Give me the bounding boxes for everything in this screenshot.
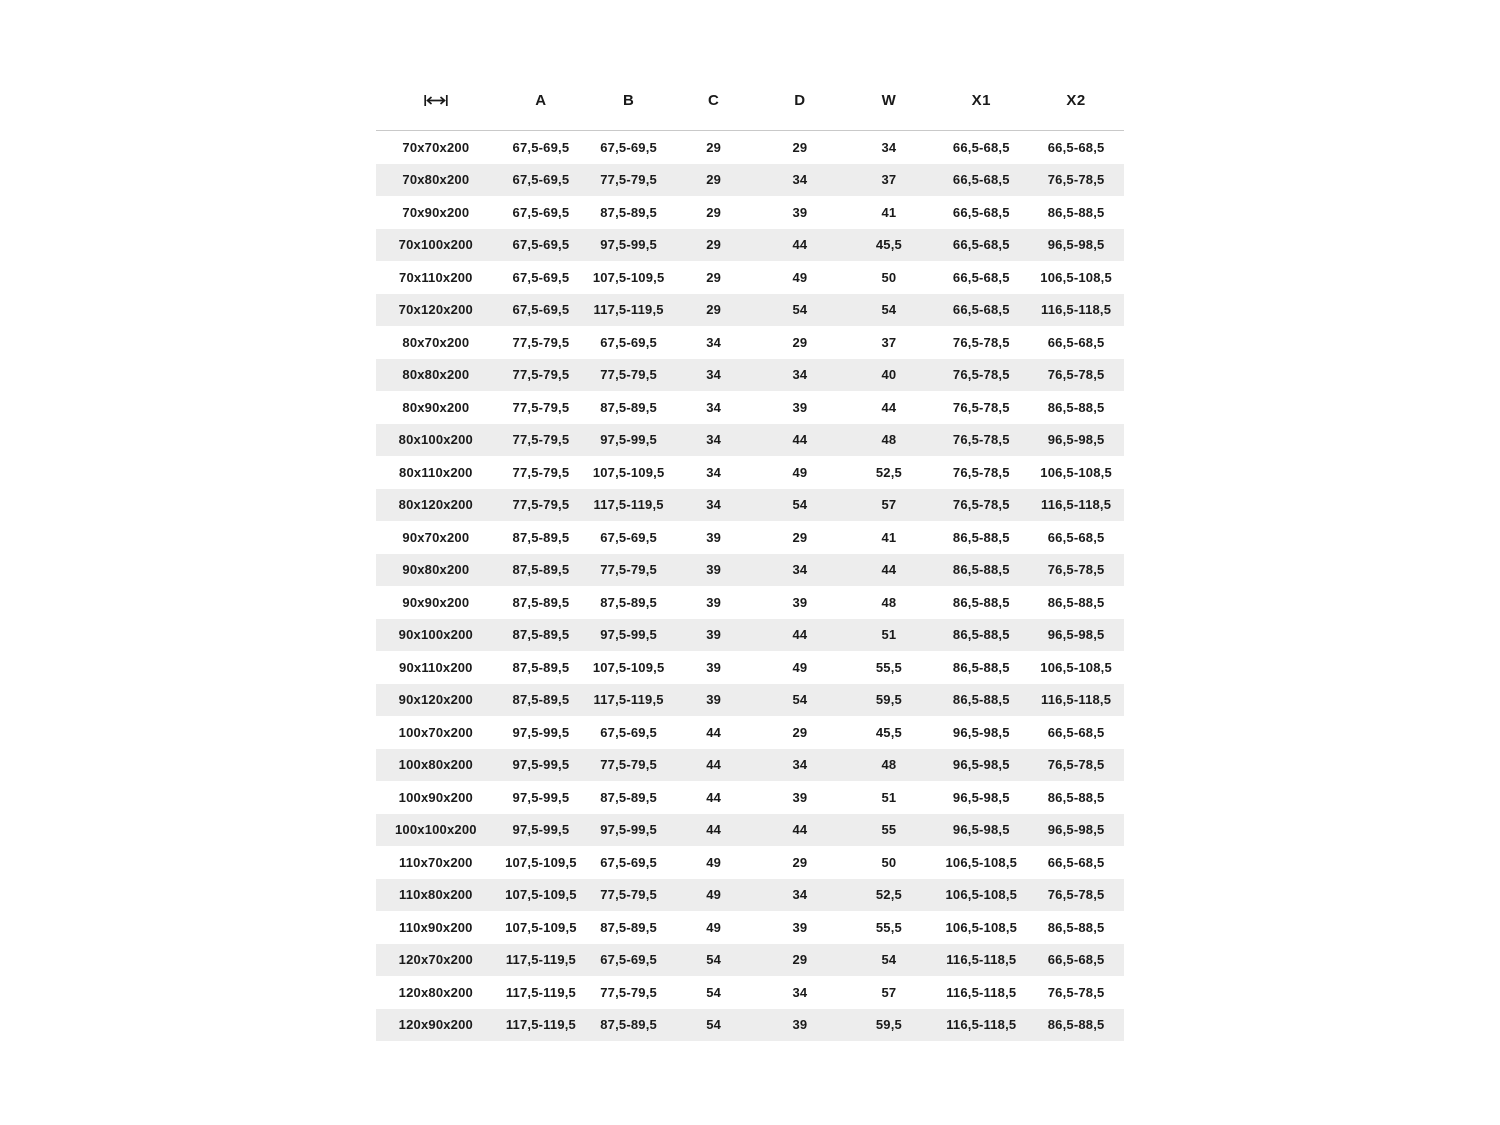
cell-A: 67,5-69,5	[512, 269, 570, 285]
cell-size: 120x70x200	[398, 952, 473, 968]
cell-C: 54	[706, 1017, 722, 1033]
cell-size: 100x70x200	[398, 724, 473, 740]
cell-W: 54	[881, 952, 897, 968]
cell-X1: 76,5-78,5	[952, 399, 1010, 415]
cell-C: 29	[706, 302, 722, 318]
cell-D: 39	[792, 1017, 808, 1033]
cell-A: 117,5-119,5	[505, 984, 576, 1000]
cell-A: 87,5-89,5	[512, 594, 570, 610]
cell-B: 67,5-69,5	[600, 529, 657, 545]
cell-B: 97,5-99,5	[600, 432, 657, 448]
table-body	[376, 131, 1124, 1042]
table-row	[376, 326, 1124, 359]
cell-size: 90x70x200	[402, 529, 470, 545]
cell-D: 29	[792, 139, 808, 155]
cell-D: 54	[792, 497, 808, 513]
table-row	[376, 196, 1124, 229]
cell-A: 97,5-99,5	[512, 724, 570, 740]
cell-B: 87,5-89,5	[600, 399, 657, 415]
cell-D: 29	[792, 854, 808, 870]
cell-W: 44	[881, 562, 897, 578]
cell-A: 97,5-99,5	[512, 822, 570, 838]
cell-D: 34	[792, 367, 808, 383]
cell-X2: 66,5-68,5	[1047, 724, 1105, 740]
cell-X2: 106,5-108,5	[1040, 269, 1112, 285]
cell-W: 44	[881, 399, 897, 415]
cell-B: 97,5-99,5	[600, 237, 657, 253]
cell-A: 117,5-119,5	[505, 952, 576, 968]
cell-C: 34	[706, 399, 722, 415]
table-row	[376, 619, 1124, 652]
cell-B: 77,5-79,5	[600, 562, 657, 578]
cell-X1: 116,5-118,5	[946, 1017, 1017, 1033]
cell-X2: 66,5-68,5	[1047, 952, 1105, 968]
cell-A: 77,5-79,5	[512, 334, 570, 350]
cell-X2: 106,5-108,5	[1040, 464, 1112, 480]
cell-W: 45,5	[875, 237, 902, 253]
cell-X1: 116,5-118,5	[946, 984, 1017, 1000]
cell-X1: 76,5-78,5	[952, 367, 1010, 383]
cell-D: 34	[792, 562, 808, 578]
cell-A: 87,5-89,5	[512, 562, 570, 578]
cell-C: 44	[706, 822, 722, 838]
cell-A: 117,5-119,5	[505, 1017, 576, 1033]
cell-size: 100x90x200	[398, 789, 473, 805]
cell-W: 55,5	[875, 659, 902, 675]
cell-C: 39	[706, 659, 722, 675]
cell-C: 34	[706, 464, 722, 480]
cell-D: 44	[792, 237, 808, 253]
cell-size: 120x80x200	[398, 984, 473, 1000]
cell-size: 90x80x200	[402, 562, 470, 578]
cell-W: 34	[881, 139, 897, 155]
cell-D: 34	[792, 984, 808, 1000]
table-row	[376, 391, 1124, 424]
cell-D: 39	[792, 204, 808, 220]
table-row	[376, 261, 1124, 294]
cell-C: 29	[706, 204, 722, 220]
cell-W: 41	[881, 529, 897, 545]
cell-C: 39	[706, 627, 722, 643]
cell-X1: 66,5-68,5	[952, 302, 1010, 318]
table-row	[376, 359, 1124, 392]
cell-X2: 76,5-78,5	[1047, 367, 1105, 383]
cell-A: 87,5-89,5	[512, 529, 570, 545]
column-header-X2: X2	[1028, 70, 1124, 131]
cell-size: 110x90x200	[399, 919, 473, 935]
cell-X1: 86,5-88,5	[952, 562, 1010, 578]
table-row	[376, 814, 1124, 847]
cell-C: 29	[706, 139, 722, 155]
cell-C: 39	[706, 529, 722, 545]
cell-A: 77,5-79,5	[512, 497, 570, 513]
cell-W: 54	[881, 302, 897, 318]
cell-size: 70x110x200	[399, 269, 473, 285]
cell-C: 39	[706, 594, 722, 610]
cell-X2: 66,5-68,5	[1047, 529, 1105, 545]
cell-X2: 116,5-118,5	[1041, 692, 1112, 708]
column-header-A: A	[496, 70, 587, 131]
cell-A: 77,5-79,5	[512, 432, 570, 448]
cell-B: 77,5-79,5	[600, 984, 657, 1000]
column-header-W: W	[843, 70, 934, 131]
cell-A: 87,5-89,5	[512, 627, 570, 643]
cell-A: 107,5-109,5	[505, 887, 577, 903]
cell-W: 55	[881, 822, 897, 838]
cell-size: 80x120x200	[398, 497, 473, 513]
cell-A: 67,5-69,5	[512, 302, 570, 318]
cell-X2: 86,5-88,5	[1047, 204, 1105, 220]
cell-W: 50	[881, 854, 897, 870]
cell-W: 48	[881, 432, 897, 448]
table-row	[376, 554, 1124, 587]
cell-X2: 76,5-78,5	[1047, 984, 1105, 1000]
table-row	[376, 911, 1124, 944]
cell-D: 44	[792, 822, 808, 838]
table-row	[376, 879, 1124, 912]
cell-X2: 96,5-98,5	[1047, 822, 1105, 838]
cell-X1: 66,5-68,5	[952, 139, 1010, 155]
cell-B: 97,5-99,5	[600, 822, 657, 838]
cell-W: 50	[881, 269, 897, 285]
cell-B: 77,5-79,5	[600, 367, 657, 383]
cell-B: 87,5-89,5	[600, 1017, 657, 1033]
cell-X2: 96,5-98,5	[1047, 237, 1105, 253]
dimension-spec-table	[376, 70, 1124, 1041]
column-header-B: B	[586, 70, 671, 131]
cell-W: 55,5	[875, 919, 902, 935]
cell-A: 87,5-89,5	[512, 692, 570, 708]
cell-X1: 66,5-68,5	[952, 269, 1010, 285]
cell-size: 80x90x200	[402, 399, 470, 415]
cell-D: 44	[792, 432, 808, 448]
cell-size: 120x90x200	[398, 1017, 473, 1033]
cell-C: 34	[706, 497, 722, 513]
cell-D: 34	[792, 757, 808, 773]
cell-X1: 66,5-68,5	[952, 204, 1010, 220]
cell-B: 107,5-109,5	[592, 269, 665, 285]
cell-C: 54	[706, 952, 722, 968]
cell-size: 80x70x200	[402, 334, 470, 350]
cell-D: 54	[792, 302, 808, 318]
cell-W: 57	[881, 497, 897, 513]
cell-B: 107,5-109,5	[592, 464, 665, 480]
cell-size: 80x80x200	[402, 367, 470, 383]
cell-X1: 76,5-78,5	[952, 432, 1010, 448]
cell-X1: 66,5-68,5	[952, 172, 1010, 188]
table-row	[376, 164, 1124, 197]
cell-C: 39	[706, 692, 722, 708]
cell-size: 110x70x200	[399, 854, 473, 870]
cell-C: 34	[706, 334, 722, 350]
cell-X1: 96,5-98,5	[952, 789, 1010, 805]
cell-A: 77,5-79,5	[512, 464, 570, 480]
cell-X2: 66,5-68,5	[1047, 854, 1105, 870]
cell-C: 44	[706, 789, 722, 805]
cell-A: 87,5-89,5	[512, 659, 570, 675]
cell-size: 80x100x200	[398, 432, 473, 448]
cell-W: 52,5	[875, 464, 902, 480]
cell-B: 77,5-79,5	[600, 172, 657, 188]
cell-W: 48	[881, 594, 897, 610]
column-header-D: D	[756, 70, 843, 131]
cell-B: 87,5-89,5	[600, 204, 657, 220]
cell-A: 97,5-99,5	[512, 757, 570, 773]
cell-X1: 96,5-98,5	[952, 757, 1010, 773]
cell-A: 67,5-69,5	[512, 237, 570, 253]
cell-A: 67,5-69,5	[512, 139, 570, 155]
cell-X1: 86,5-88,5	[952, 692, 1010, 708]
cell-C: 44	[706, 757, 722, 773]
cell-D: 49	[792, 659, 808, 675]
table-row	[376, 521, 1124, 554]
cell-D: 29	[792, 334, 808, 350]
cell-C: 49	[706, 854, 722, 870]
cell-X2: 76,5-78,5	[1047, 172, 1105, 188]
cell-X2: 76,5-78,5	[1047, 757, 1105, 773]
cell-X2: 86,5-88,5	[1047, 399, 1105, 415]
cell-A: 97,5-99,5	[512, 789, 570, 805]
table-row	[376, 976, 1124, 1009]
cell-D: 29	[792, 952, 808, 968]
table-row	[376, 131, 1124, 164]
cell-size: 70x100x200	[398, 237, 473, 253]
table-row	[376, 1009, 1124, 1042]
cell-X1: 86,5-88,5	[952, 659, 1010, 675]
cell-X2: 96,5-98,5	[1047, 432, 1105, 448]
cell-D: 39	[792, 789, 808, 805]
cell-A: 67,5-69,5	[512, 204, 570, 220]
cell-X1: 116,5-118,5	[946, 952, 1017, 968]
cell-X2: 76,5-78,5	[1047, 562, 1105, 578]
cell-B: 107,5-109,5	[592, 659, 665, 675]
header-row	[376, 70, 1124, 131]
cell-X1: 76,5-78,5	[952, 497, 1010, 513]
cell-X1: 96,5-98,5	[952, 822, 1010, 838]
cell-C: 29	[706, 269, 722, 285]
cell-B: 87,5-89,5	[600, 919, 657, 935]
cell-X2: 116,5-118,5	[1041, 302, 1112, 318]
table-row	[376, 456, 1124, 489]
cell-size: 70x120x200	[398, 302, 473, 318]
cell-C: 39	[706, 562, 722, 578]
cell-B: 67,5-69,5	[600, 952, 657, 968]
cell-X2: 66,5-68,5	[1047, 139, 1105, 155]
column-header-X1: X1	[934, 70, 1028, 131]
cell-A: 107,5-109,5	[505, 854, 577, 870]
cell-W: 41	[881, 204, 897, 220]
cell-size: 90x90x200	[402, 594, 470, 610]
column-header-C: C	[671, 70, 756, 131]
cell-size: 100x80x200	[398, 757, 473, 773]
cell-B: 77,5-79,5	[600, 887, 657, 903]
cell-X2: 116,5-118,5	[1041, 497, 1112, 513]
cell-D: 34	[792, 172, 808, 188]
cell-C: 34	[706, 367, 722, 383]
table-row	[376, 944, 1124, 977]
cell-B: 87,5-89,5	[600, 594, 657, 610]
cell-D: 49	[792, 269, 808, 285]
cell-size: 110x80x200	[399, 887, 473, 903]
cell-X2: 96,5-98,5	[1047, 627, 1105, 643]
cell-C: 54	[706, 984, 722, 1000]
cell-X1: 86,5-88,5	[952, 594, 1010, 610]
spec-table-container	[376, 70, 1124, 1041]
table-row	[376, 586, 1124, 619]
table-row	[376, 749, 1124, 782]
table-row	[376, 294, 1124, 327]
cell-X2: 86,5-88,5	[1047, 594, 1105, 610]
cell-A: 107,5-109,5	[505, 919, 577, 935]
cell-W: 45,5	[875, 724, 902, 740]
cell-A: 77,5-79,5	[512, 399, 570, 415]
cell-W: 37	[881, 172, 897, 188]
cell-X2: 66,5-68,5	[1047, 334, 1105, 350]
cell-X1: 76,5-78,5	[952, 464, 1010, 480]
table-row	[376, 229, 1124, 262]
cell-size: 100x100x200	[394, 822, 477, 838]
cell-size: 70x90x200	[402, 204, 470, 220]
cell-C: 34	[706, 432, 722, 448]
cell-X2: 86,5-88,5	[1047, 789, 1105, 805]
cell-W: 59,5	[875, 692, 902, 708]
cell-B: 117,5-119,5	[593, 497, 664, 513]
cell-X1: 76,5-78,5	[952, 334, 1010, 350]
cell-X2: 76,5-78,5	[1047, 887, 1105, 903]
cell-C: 49	[706, 887, 722, 903]
cell-X1: 106,5-108,5	[945, 854, 1018, 870]
cell-D: 49	[792, 464, 808, 480]
cell-D: 39	[792, 919, 808, 935]
table-row	[376, 489, 1124, 522]
cell-D: 34	[792, 887, 808, 903]
cell-D: 39	[792, 399, 808, 415]
cell-W: 51	[881, 627, 897, 643]
cell-C: 44	[706, 724, 722, 740]
cell-B: 67,5-69,5	[600, 724, 657, 740]
cell-X2: 86,5-88,5	[1047, 919, 1105, 935]
cell-B: 77,5-79,5	[600, 757, 657, 773]
table-row	[376, 716, 1124, 749]
cell-B: 87,5-89,5	[600, 789, 657, 805]
cell-X1: 106,5-108,5	[945, 919, 1018, 935]
cell-X1: 86,5-88,5	[952, 529, 1010, 545]
cell-W: 52,5	[875, 887, 902, 903]
cell-D: 29	[792, 724, 808, 740]
cell-B: 97,5-99,5	[600, 627, 657, 643]
table-row	[376, 781, 1124, 814]
cell-B: 67,5-69,5	[600, 334, 657, 350]
cell-W: 59,5	[875, 1017, 902, 1033]
cell-A: 67,5-69,5	[512, 172, 570, 188]
cell-W: 48	[881, 757, 897, 773]
cell-X1: 106,5-108,5	[945, 887, 1018, 903]
cell-size: 90x110x200	[399, 659, 473, 675]
cell-B: 117,5-119,5	[593, 302, 664, 318]
table-row	[376, 684, 1124, 717]
cell-size: 70x70x200	[402, 139, 470, 155]
cell-X1: 96,5-98,5	[952, 724, 1010, 740]
cell-W: 37	[881, 334, 897, 350]
cell-D: 44	[792, 627, 808, 643]
cell-X1: 66,5-68,5	[952, 237, 1010, 253]
dimensions-icon	[424, 94, 448, 107]
cell-X2: 86,5-88,5	[1047, 1017, 1105, 1033]
cell-B: 67,5-69,5	[600, 854, 657, 870]
cell-X1: 86,5-88,5	[952, 627, 1010, 643]
cell-C: 29	[706, 172, 722, 188]
cell-size: 80x110x200	[399, 464, 473, 480]
cell-size: 90x100x200	[398, 627, 473, 643]
cell-W: 40	[881, 367, 897, 383]
cell-size: 90x120x200	[398, 692, 473, 708]
cell-size: 70x80x200	[402, 172, 470, 188]
cell-D: 54	[792, 692, 808, 708]
table-row	[376, 846, 1124, 879]
cell-W: 51	[881, 789, 897, 805]
cell-B: 67,5-69,5	[600, 139, 657, 155]
table-row	[376, 424, 1124, 457]
cell-D: 39	[792, 594, 808, 610]
column-header-size	[376, 70, 496, 131]
cell-D: 29	[792, 529, 808, 545]
cell-W: 57	[881, 984, 897, 1000]
cell-C: 29	[706, 237, 722, 253]
cell-A: 77,5-79,5	[512, 367, 570, 383]
cell-X2: 106,5-108,5	[1040, 659, 1112, 675]
cell-B: 117,5-119,5	[593, 692, 664, 708]
cell-C: 49	[706, 919, 722, 935]
table-row	[376, 651, 1124, 684]
